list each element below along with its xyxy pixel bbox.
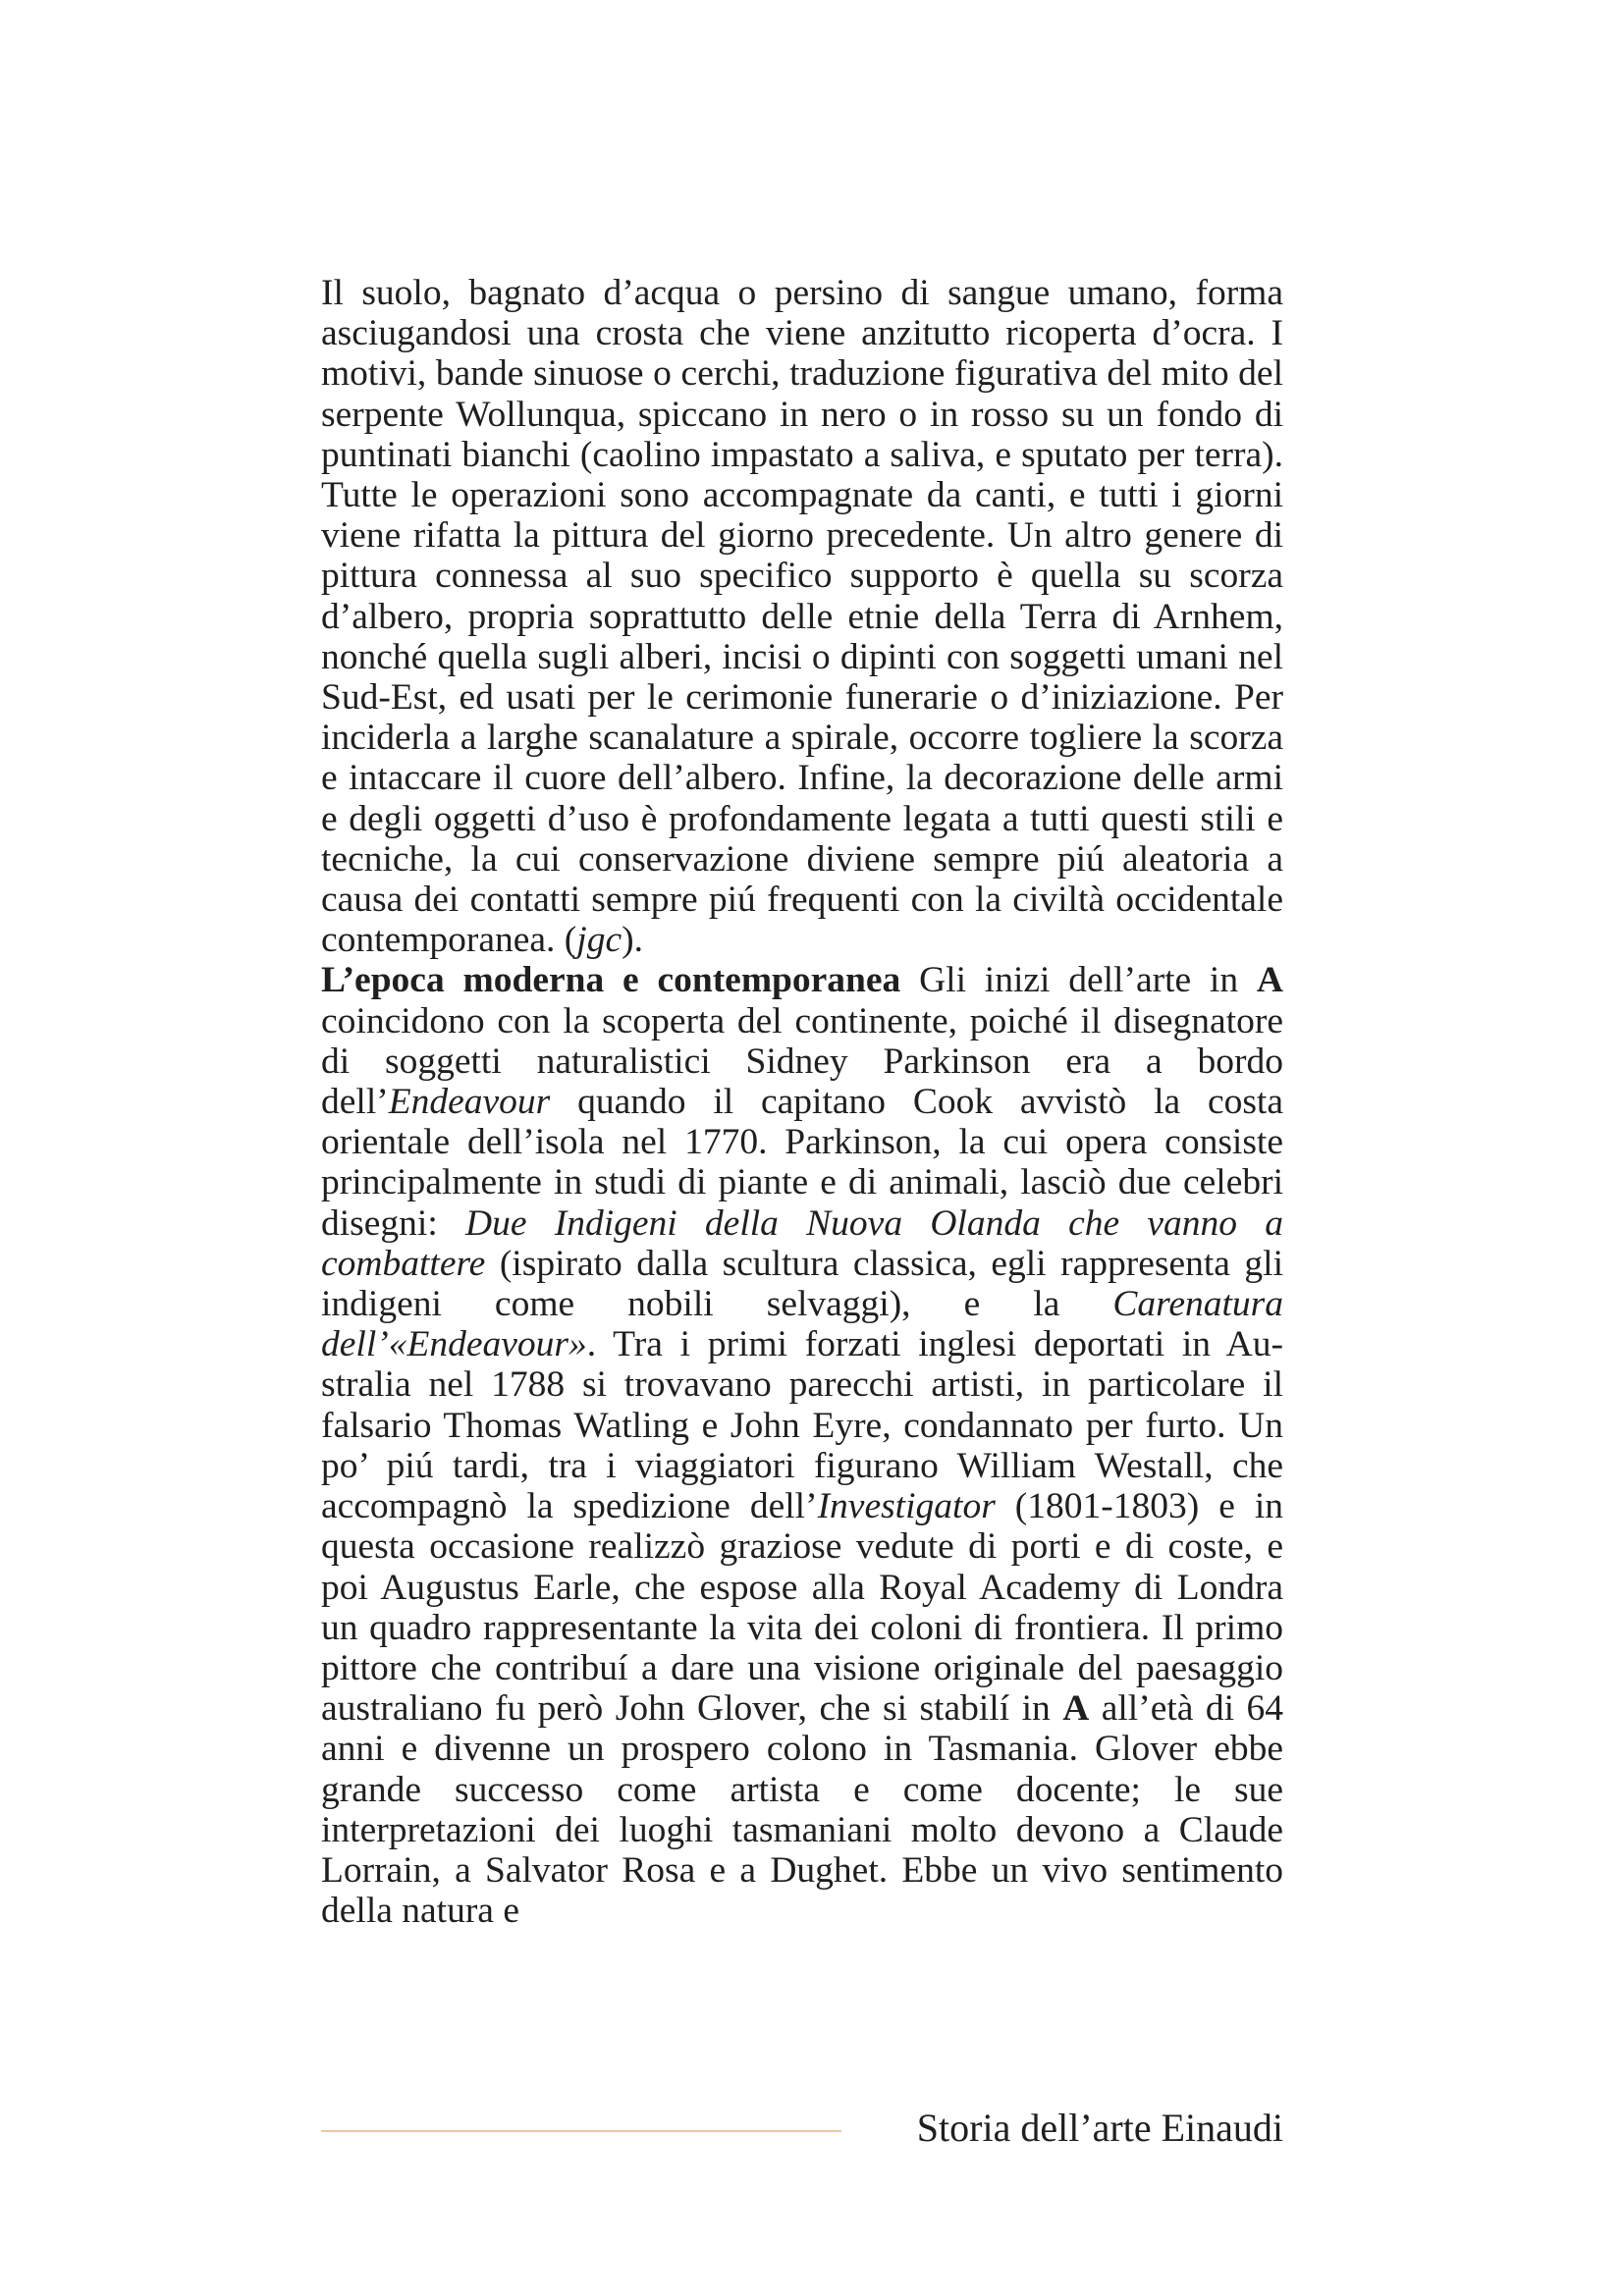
paragraph-text: coincidono con la scoperta del continente, poiché il disegnatore di soggetti naturalistici Sidney Parkinson era a bordo dell’ bbox=[321, 1000, 1283, 1123]
entry-abbreviation: A bbox=[1062, 1688, 1090, 1730]
paragraph-text: all’età di 64 anni e divenne un prospero colono in Tasmania. Glover ebbe grande successo come artista e come docente; le sue interpretazioni dei luoghi tasmaniani molto devono a Claude Lorrain, a Salvator Rosa e a Dughet. Ebbe un vivo sentimento della natura e bbox=[321, 1688, 1283, 1932]
paragraph-text: Gli inizi dell’arte in bbox=[900, 960, 1257, 1001]
paragraph-text: (ispirato dalla scultura classica, egli rappresenta gli indigeni come nobili selvaggi), e la bbox=[321, 1243, 1283, 1325]
ship-name: Endeavour bbox=[388, 1082, 551, 1123]
paragraph-text: (1801-1803) e in questa occasione realizzò graziose vedute di porti e di coste, e poi Augustus Earle, che espose alla Royal Academy di Londra un quadro rappresentante la vita dei coloni di frontiera. Il primo pittore che contribuí a dare una visione originale del paesaggio australiano fu però John Glover, che si stabilí in bbox=[321, 1486, 1283, 1730]
footer-title: Storia dell’arte Einaudi bbox=[916, 2106, 1283, 2150]
ship-name: Investigator bbox=[817, 1486, 996, 1527]
artwork-title: Carenatura dell’«Endeavour» bbox=[321, 1284, 1283, 1365]
paragraph-modern-era bbox=[321, 960, 1283, 1931]
artwork-title: Due Indigeni della Nuova Olanda che vanno a combattere bbox=[321, 1202, 1283, 1284]
entry-abbreviation: A bbox=[1256, 960, 1283, 1001]
author-initials: jgc bbox=[576, 920, 622, 961]
paragraph-text: ). bbox=[622, 920, 643, 961]
paragraph-text: quando il capitano Cook avvistò la costa orientale dell’isola nel 1770. Parkinson, la cui opera consiste principalmente in studi di piante e di animali, lasciò due celebri disegni: bbox=[321, 1082, 1283, 1244]
paragraph-aboriginal-painting bbox=[321, 273, 1283, 960]
section-heading: L’epoca moderna e contemporanea bbox=[321, 960, 901, 1001]
page-body bbox=[321, 273, 1283, 1931]
paragraph-text: . Tra i primi forzati inglesi deportati in Australia nel 1788 si trovavano parecchi artisti, in particolare il falsario Thomas Watling e John Eyre, condannato per furto. Un po’ piú tardi, tra i viaggiatori figurano William Westall, che accompagnò la spedizione dell’ bbox=[321, 1324, 1283, 1527]
footer-rule bbox=[321, 2130, 841, 2132]
paragraph-text: Il suolo, bagnato d’acqua o persino di sangue umano, forma asciugandosi una crosta che viene anzitutto ricoperta d’ocra. I motivi, bande sinuose o cerchi, traduzione figurativa del mito del serpente Wollunqua, spiccano in nero o in rosso su un fondo di puntinati bianchi (caolino impastato a saliva, e sputato per terra). Tutte le operazioni sono accompagnate da canti, e tutti i giorni viene rifatta la pittura del giorno precedente. Un altro genere di pittura connessa al suo specifico supporto è quella su scorza d’albero, propria soprattutto delle etnie della Terra di Arnhem, nonché quella sugli alberi, incisi o dipinti con soggetti umani nel Sud-Est, ed usati per le cerimonie funerarie o d’iniziazione. Per inciderla a larghe scanalature a spirale, occorre togliere la scorza e intaccare il cuore dell’albero. Infine, la decorazione delle armi e degli oggetti d’uso è profondamente legata a tutti questi stili e tecniche, la cui conservazione diviene sempre piú aleatoria a causa dei contatti sempre piú frequenti con la civiltà occidentale contemporanea. ( bbox=[321, 273, 1283, 961]
